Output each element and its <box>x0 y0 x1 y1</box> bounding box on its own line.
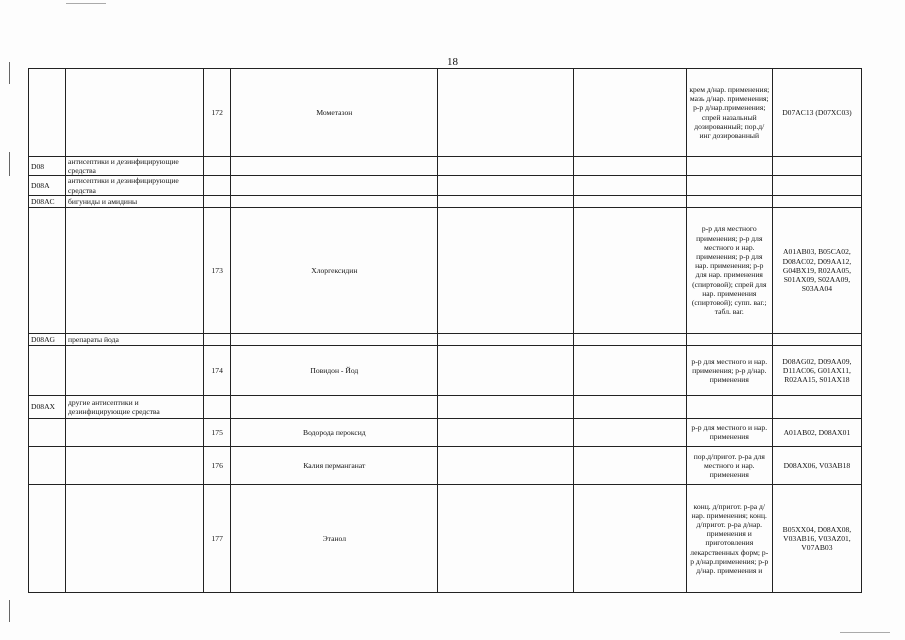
atc-code-cell <box>772 395 861 418</box>
empty-cell <box>438 69 573 157</box>
group-name-cell <box>66 69 204 157</box>
item-number-cell: 175 <box>204 418 231 446</box>
drug-name-cell <box>231 176 438 195</box>
empty-cell <box>573 157 686 176</box>
drug-name-cell <box>231 195 438 207</box>
drug-name-cell <box>231 395 438 418</box>
dosage-form-cell: конц. д/пригот. р-ра д/нар. применения; конц. д/пригот. р-ра д/нар. применения и приготовления лекарственных форм; р-р д/нар.применения; р-р д/нар. применения и <box>686 484 772 592</box>
table-row <box>29 418 862 446</box>
drug-name-cell: Мометазон <box>231 69 438 157</box>
atc-code-cell <box>772 333 861 345</box>
atc-group-code-cell <box>29 484 66 592</box>
atc-code-cell: A01AB03, B05CA02, D08AC02, D09AA12, G04BX19, R02AA05, S01AX09, S02AA09, S03AA04 <box>772 207 861 333</box>
group-name-cell: другие антисептики и дезинфицирующие средства <box>66 395 204 418</box>
atc-group-code-cell: D08 <box>29 157 66 176</box>
drug-name-cell: Водорода пероксид <box>231 418 438 446</box>
table-row <box>29 484 862 592</box>
atc-group-code-cell: D08AG <box>29 333 66 345</box>
atc-group-code-cell <box>29 446 66 484</box>
dosage-form-cell: р-р для местного и нар. применения <box>686 418 772 446</box>
table-row <box>29 333 862 345</box>
drug-table <box>28 68 862 593</box>
table-row <box>29 395 862 418</box>
empty-cell <box>438 484 573 592</box>
atc-group-code-cell <box>29 345 66 395</box>
item-number-cell: 172 <box>204 69 231 157</box>
empty-cell <box>438 446 573 484</box>
dosage-form-cell <box>686 157 772 176</box>
empty-cell <box>438 395 573 418</box>
group-name-cell: антисептики и дезинфицирующие средства <box>66 157 204 176</box>
empty-cell <box>438 207 573 333</box>
scan-mark <box>9 600 10 622</box>
table-row <box>29 157 862 176</box>
dosage-form-cell <box>686 333 772 345</box>
table-row <box>29 446 862 484</box>
dosage-form-cell: крем д/нар. применения; мазь д/нар. применения; р-р д/нар.применения; спрей назальный дозированный; пор.д/инг дозированный <box>686 69 772 157</box>
group-name-cell: препараты йода <box>66 333 204 345</box>
atc-group-code-cell <box>29 69 66 157</box>
empty-cell <box>438 176 573 195</box>
group-name-cell <box>66 345 204 395</box>
atc-code-cell: B05XX04, D08AX08, V03AB16, V03AZ01, V07AB03 <box>772 484 861 592</box>
scan-mark <box>66 3 106 4</box>
atc-code-cell <box>772 176 861 195</box>
empty-cell <box>573 207 686 333</box>
empty-cell <box>573 446 686 484</box>
empty-cell <box>573 345 686 395</box>
drug-name-cell <box>231 333 438 345</box>
item-number-cell <box>204 157 231 176</box>
item-number-cell <box>204 333 231 345</box>
empty-cell <box>438 195 573 207</box>
empty-cell <box>573 418 686 446</box>
item-number-cell <box>204 176 231 195</box>
item-number-cell: 173 <box>204 207 231 333</box>
table-row <box>29 195 862 207</box>
atc-group-code-cell <box>29 207 66 333</box>
dosage-form-cell: р-р для местного применения; р-р для местного и нар. применения; р-р для нар. применения; р-р для нар. применения (спиртовой); спрей для нар. применения (спиртовой); супп. ваг.; табл. ваг. <box>686 207 772 333</box>
atc-group-code-cell <box>29 418 66 446</box>
drug-name-cell: Этанол <box>231 484 438 592</box>
atc-code-cell <box>772 157 861 176</box>
scan-mark <box>9 62 10 84</box>
dosage-form-cell: р-р для местного и нар. применения; р-р д/нар. применения <box>686 345 772 395</box>
empty-cell <box>573 176 686 195</box>
empty-cell <box>438 418 573 446</box>
atc-group-code-cell: D08A <box>29 176 66 195</box>
item-number-cell <box>204 195 231 207</box>
atc-code-cell <box>772 195 861 207</box>
empty-cell <box>573 69 686 157</box>
atc-code-cell: D08AX06, V03AB18 <box>772 446 861 484</box>
atc-code-cell: A01AB02, D08AX01 <box>772 418 861 446</box>
table-row <box>29 207 862 333</box>
scan-mark <box>9 152 10 176</box>
empty-cell <box>438 345 573 395</box>
item-number-cell <box>204 395 231 418</box>
empty-cell <box>438 333 573 345</box>
group-name-cell <box>66 418 204 446</box>
drug-name-cell: Повидон - Йод <box>231 345 438 395</box>
atc-group-code-cell: D08AX <box>29 395 66 418</box>
scan-mark <box>840 632 890 633</box>
empty-cell <box>438 157 573 176</box>
empty-cell <box>573 395 686 418</box>
dosage-form-cell <box>686 195 772 207</box>
group-name-cell: бигуниды и амидины <box>66 195 204 207</box>
drug-name-cell <box>231 157 438 176</box>
item-number-cell: 174 <box>204 345 231 395</box>
group-name-cell <box>66 446 204 484</box>
dosage-form-cell: пор.д/пригот. р-ра для местного и нар. применения <box>686 446 772 484</box>
page-number: 18 <box>447 56 458 68</box>
empty-cell <box>573 484 686 592</box>
drug-name-cell: Хлоргексидин <box>231 207 438 333</box>
group-name-cell: антисептики и дезинфицирующие средства <box>66 176 204 195</box>
atc-group-code-cell: D08AC <box>29 195 66 207</box>
drug-name-cell: Калия перманганат <box>231 446 438 484</box>
table-row <box>29 69 862 157</box>
item-number-cell: 176 <box>204 446 231 484</box>
group-name-cell <box>66 484 204 592</box>
empty-cell <box>573 195 686 207</box>
dosage-form-cell <box>686 176 772 195</box>
atc-code-cell: D07AC13 (D07XC03) <box>772 69 861 157</box>
empty-cell <box>573 333 686 345</box>
group-name-cell <box>66 207 204 333</box>
table-row <box>29 176 862 195</box>
table-row <box>29 345 862 395</box>
dosage-form-cell <box>686 395 772 418</box>
atc-code-cell: D08AG02, D09AA09, D11AC06, G01AX11, R02AA15, S01AX18 <box>772 345 861 395</box>
item-number-cell: 177 <box>204 484 231 592</box>
